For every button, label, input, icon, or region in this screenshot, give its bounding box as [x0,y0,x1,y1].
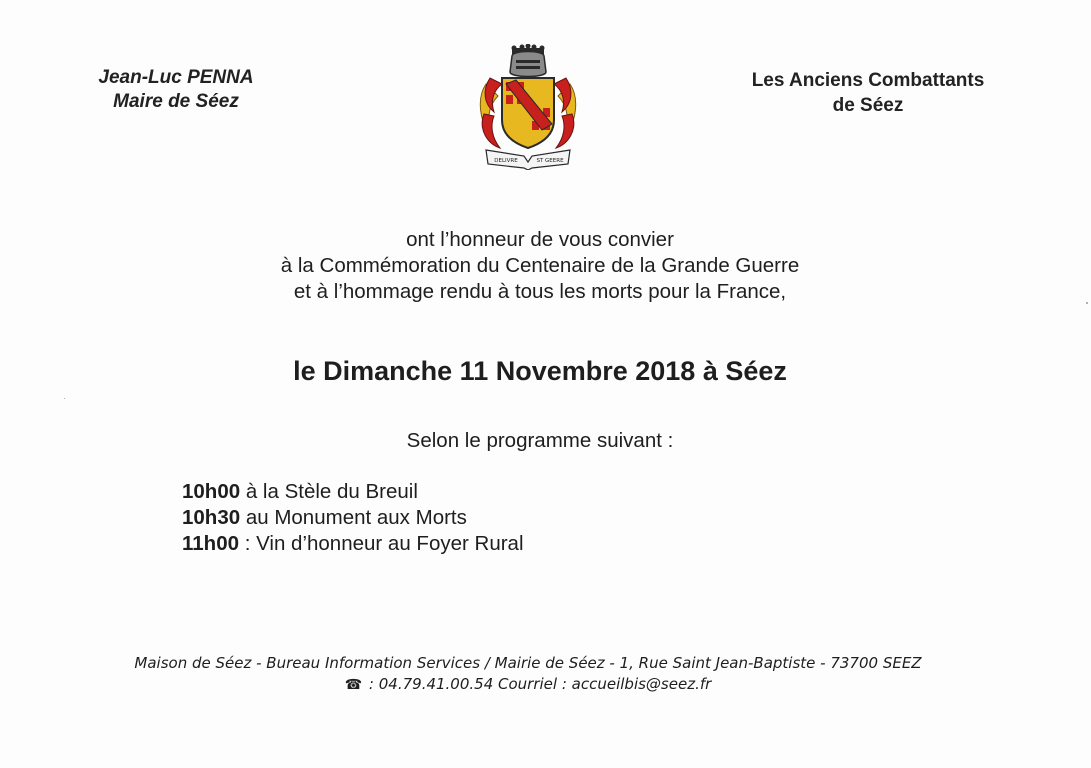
schedule-item [182,531,782,557]
invitation-text [140,227,940,305]
mayor-name: Jean-Luc PENNA [98,67,254,88]
footer-address: Maison de Séez - Bureau Information Services / Mairie de Séez - 1, Rue Saint Jean-Baptiste - 73700 SEEZ [134,654,922,672]
invitation-line3: et à l’hommage rendu à tous les morts pour la France, [293,280,787,303]
invitation-line2: à la Commémoration du Centenaire de la Grande Guerre [280,254,800,277]
mayor-title: Maire de Séez [113,91,239,112]
scan-speck [64,398,65,399]
schedule-list [182,479,782,557]
schedule-item [182,479,782,505]
schedule-text: : Vin d’honneur au Foyer Rural [239,532,524,555]
schedule-time: 11h00 [182,532,239,555]
footer-contact [90,653,966,696]
schedule-time: 10h30 [182,506,241,529]
veterans-line1: Les Anciens Combattants [751,70,985,91]
programme-intro: Selon le programme suivant : [406,429,674,452]
crest-motto-right: ST GEERE [536,158,564,164]
scan-speck [1086,302,1088,304]
schedule-time: 10h00 [182,480,241,503]
schedule-text: à la Stèle du Breuil [240,480,418,503]
crest-motto-left: DELIVRE [494,158,518,164]
schedule-text: au Monument aux Morts [240,506,467,529]
invitation-line1: ont l’honneur de vous convier [406,228,674,251]
phone-icon: ☎ [344,677,363,693]
veterans-line2: de Séez [832,95,904,116]
mayor-header [62,66,290,114]
schedule-item [182,505,782,531]
veterans-header [728,68,1008,118]
footer-phone-line [90,674,966,696]
coat-of-arms-icon [476,44,580,170]
footer-contact-text: : 04.79.41.00.54 Courriel : accueilbis@seez.fr [364,675,712,693]
event-date-heading: le Dimanche 11 Novembre 2018 à Séez [293,356,787,386]
